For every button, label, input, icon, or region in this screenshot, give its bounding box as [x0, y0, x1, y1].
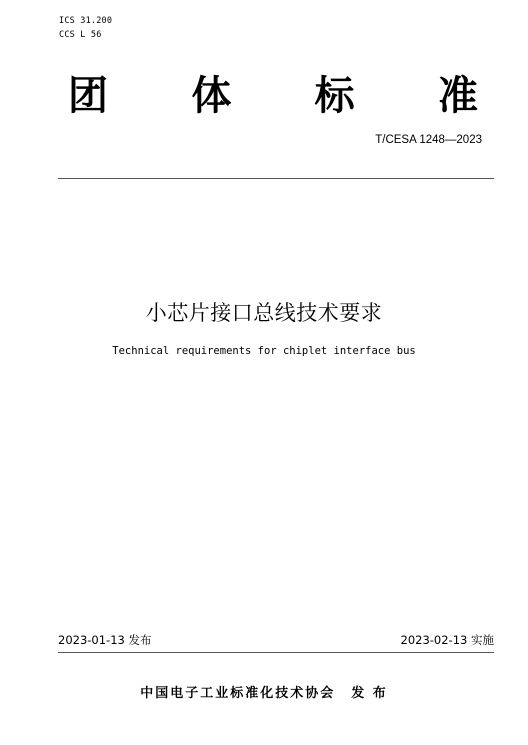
standard-type-char: 准	[437, 73, 478, 119]
standard-type-heading	[68, 66, 478, 126]
publisher-line	[0, 682, 528, 701]
standard-number: T/CESA 1248—2023	[375, 134, 482, 146]
document-title-chinese: 小芯片接口总线技术要求	[145, 301, 383, 325]
implementation-date: 2023-02-13 实施	[400, 633, 494, 647]
ccs-code: CCS L 56	[59, 30, 102, 40]
top-divider	[58, 178, 494, 179]
classification-codes	[59, 14, 112, 42]
standard-type-char: 标	[314, 73, 355, 119]
publisher-name: 中国电子工业标准化技术协会	[140, 686, 336, 701]
issue-date: 2023-01-13 发布	[58, 633, 152, 647]
bottom-divider	[58, 652, 494, 653]
publisher-action: 发 布	[351, 686, 388, 701]
document-title-english: Technical requirements for chiplet interface bus	[112, 345, 416, 357]
standard-type-char: 体	[191, 73, 232, 119]
standard-type-char: 团	[68, 73, 108, 119]
ics-code: ICS 31.200	[59, 16, 113, 26]
